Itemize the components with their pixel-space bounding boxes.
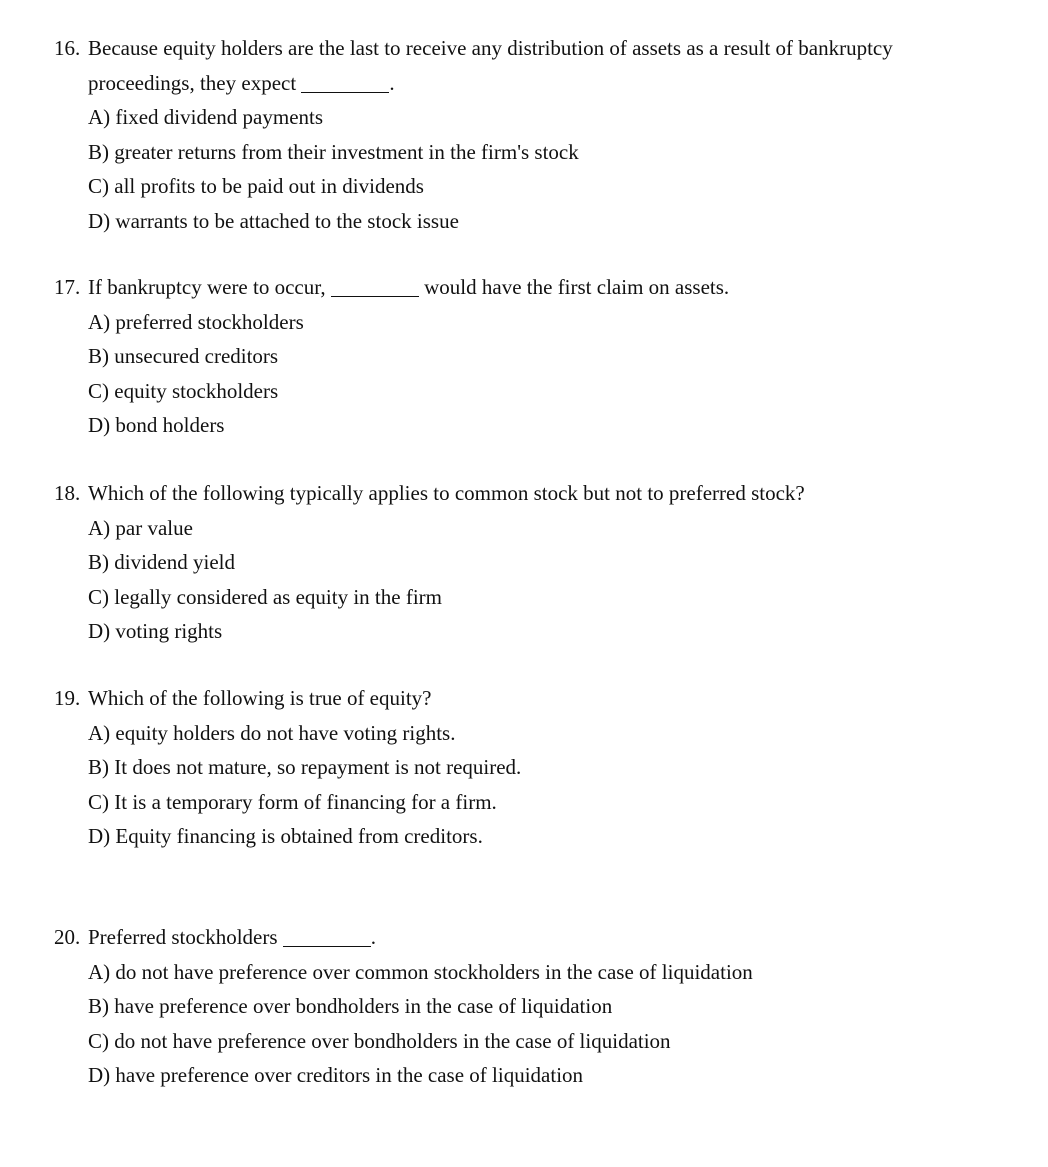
option-a: A) do not have preference over common stockholders in the case of liquidation — [88, 959, 753, 984]
option-a: A) fixed dividend payments — [88, 105, 324, 129]
option-b: B) It does not mature, so repayment is not required. — [88, 755, 522, 779]
question-text: Which of the following is true of equity? — [88, 686, 432, 710]
option-c: C) all profits to be paid out in dividends — [88, 174, 424, 198]
question-18-stem — [54, 476, 954, 511]
option-b: B) dividend yield — [88, 550, 235, 574]
question-text-end: . — [370, 925, 377, 949]
question-text: If bankruptcy were to occur, — [88, 275, 326, 299]
answer-blank — [301, 71, 389, 93]
option-b: B) have preference over bondholders in the case of liquidation — [88, 994, 613, 1018]
question-17 — [54, 270, 954, 443]
option-c: C) It is a temporary form of financing for a firm. — [88, 789, 497, 814]
question-18 — [54, 476, 954, 649]
option-b: B) unsecured creditors — [88, 344, 279, 368]
question-text-end: would have the first claim on assets. — [424, 275, 730, 299]
question-text: Preferred stockholders — [88, 925, 278, 949]
option-d: D) voting rights — [88, 619, 223, 643]
answer-blank — [331, 275, 419, 297]
option-a: A) equity holders do not have voting rights. — [88, 720, 456, 745]
question-number: 17. — [54, 275, 81, 299]
option-d: D) warrants to be attached to the stock issue — [88, 208, 459, 233]
question-17-stem — [54, 270, 954, 305]
question-19-stem — [54, 681, 954, 716]
option-c: C) equity stockholders — [88, 378, 279, 403]
option-b: B) greater returns from their investment in the firm's stock — [88, 139, 579, 164]
question-text: Which of the following typically applies to common stock but not to preferred stock? — [88, 481, 805, 505]
option-d: D) have preference over creditors in the case of liquidation — [88, 1063, 584, 1087]
question-number: 20. — [54, 925, 81, 949]
option-a: A) par value — [88, 515, 193, 540]
question-text-end: . — [389, 70, 395, 95]
question-20-stem — [54, 920, 954, 955]
option-a: A) preferred stockholders — [88, 309, 304, 334]
option-d: D) bond holders — [88, 413, 225, 437]
question-number: 19. — [54, 686, 81, 710]
question-text-continued: proceedings, they expect — [88, 70, 297, 95]
question-20 — [54, 920, 954, 1093]
question-text: Because equity holders are the last to receive any distribution of assets as a result of bankruptcy — [88, 36, 893, 60]
question-number: 16. — [54, 36, 81, 60]
option-c: C) legally considered as equity in the firm — [88, 584, 442, 609]
option-d: D) Equity financing is obtained from creditors. — [88, 824, 483, 848]
option-c: C) do not have preference over bondholders in the case of liquidation — [88, 1028, 671, 1053]
question-16-stem-line-2 — [54, 66, 954, 101]
question-19 — [54, 681, 954, 854]
question-16 — [54, 31, 954, 238]
question-number: 18. — [54, 481, 81, 505]
question-16-stem-line-1 — [54, 31, 954, 66]
answer-blank — [283, 925, 371, 947]
